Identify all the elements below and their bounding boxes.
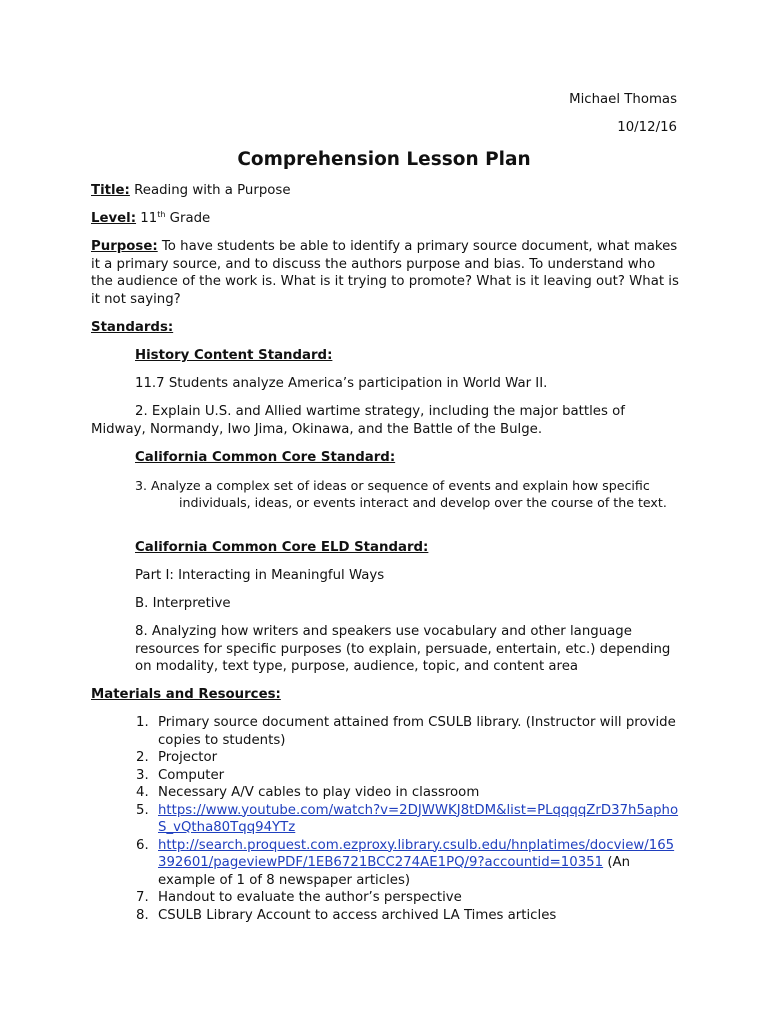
list-number: 8.	[136, 907, 149, 923]
list-item	[91, 749, 681, 767]
list-item	[91, 767, 681, 785]
list-item	[91, 907, 681, 925]
ccss-heading: California Common Core Standard:	[135, 450, 396, 465]
standards-heading: Standards:	[91, 320, 174, 335]
materials-list	[91, 714, 681, 924]
proquest-link[interactable]: http://search.proquest.com.ezproxy.library.csulb.edu/hnplatimes/docview/165392601/pageviewPDF/1EB6721BCC274AE1PQ/9?accountid=10351	[158, 837, 675, 870]
eld-heading: California Common Core ELD Standard:	[135, 540, 429, 555]
list-item	[91, 837, 681, 890]
purpose-value: To have students be able to identify a primary source document, what makes it a primary source, and to discuss the authors purpose and bias. To understand who the audience of the work is. What is it trying to promote? What is it leaving out? What is it not saying?	[91, 239, 679, 307]
history-standard-heading: History Content Standard:	[135, 348, 333, 363]
eld-section: B. Interpretive	[135, 596, 231, 611]
history-standard-item: 11.7 Students analyze America’s participation in World War II.	[135, 376, 548, 391]
materials-heading: Materials and Resources:	[91, 687, 281, 702]
list-item-text: Projector	[158, 750, 218, 765]
ccss-standard-item	[135, 477, 681, 511]
list-item-text: CSULB Library Account to access archived LA Times articles	[158, 907, 557, 923]
list-number: 3.	[136, 767, 149, 783]
level-label: Level:	[91, 211, 137, 226]
list-number: 5.	[136, 802, 149, 818]
list-item-text: Primary source document attained from CSULB library. (Instructor will provide copies to students)	[158, 715, 676, 748]
eld-standard-item: 8. Analyzing how writers and speakers use vocabulary and other language resources for specific purposes (to explain, persuade, entertain, etc.) depending on modality, text type, purpose, audience, topic, and content area	[135, 624, 671, 674]
list-item	[91, 802, 681, 837]
list-item	[91, 889, 681, 907]
list-item-text: Computer	[158, 767, 225, 783]
list-item-text: (An example of 1 of 8 newspaper articles)	[158, 855, 631, 888]
author-name: Michael Thomas	[569, 92, 677, 107]
title-label: Title:	[91, 183, 130, 198]
purpose-field	[91, 238, 681, 308]
list-number: 2.	[136, 750, 149, 765]
list-item	[91, 784, 681, 802]
level-superscript: th	[157, 210, 166, 219]
list-number: 4.	[136, 785, 149, 800]
level-field	[91, 210, 681, 228]
list-number: 6.	[136, 837, 149, 853]
purpose-label: Purpose:	[91, 239, 158, 254]
title-value: Reading with a Purpose	[134, 183, 291, 198]
history-standard-detail: 2. Explain U.S. and Allied wartime strategy, including the major battles of Midway, Normandy, Iwo Jima, Okinawa, and the Battle of the Bulge.	[91, 404, 625, 437]
list-item-text: Handout to evaluate the author’s perspective	[158, 890, 462, 905]
youtube-link[interactable]: https://www.youtube.com/watch?v=2DJWWKJ8tDM&list=PLqqqqZrD37h5aphoS_vQtha80Tqq94YTz	[158, 802, 679, 835]
list-item-text: Necessary A/V cables to play video in classroom	[158, 785, 480, 800]
document-date: 10/12/16	[617, 120, 677, 135]
level-suffix: Grade	[169, 211, 211, 226]
list-item	[91, 714, 681, 749]
eld-part: Part I: Interacting in Meaningful Ways	[135, 568, 385, 583]
list-number: 1.	[136, 715, 149, 730]
page-title: Comprehension Lesson Plan	[237, 149, 531, 170]
ccss-standard-text: 3. Analyze a complex set of ideas or sequence of events and explain how specific individuals, ideas, or events interact and develop over the course of the text.	[135, 478, 667, 510]
level-value: 11	[140, 211, 158, 226]
title-field	[91, 182, 681, 200]
list-number: 7.	[136, 890, 149, 905]
